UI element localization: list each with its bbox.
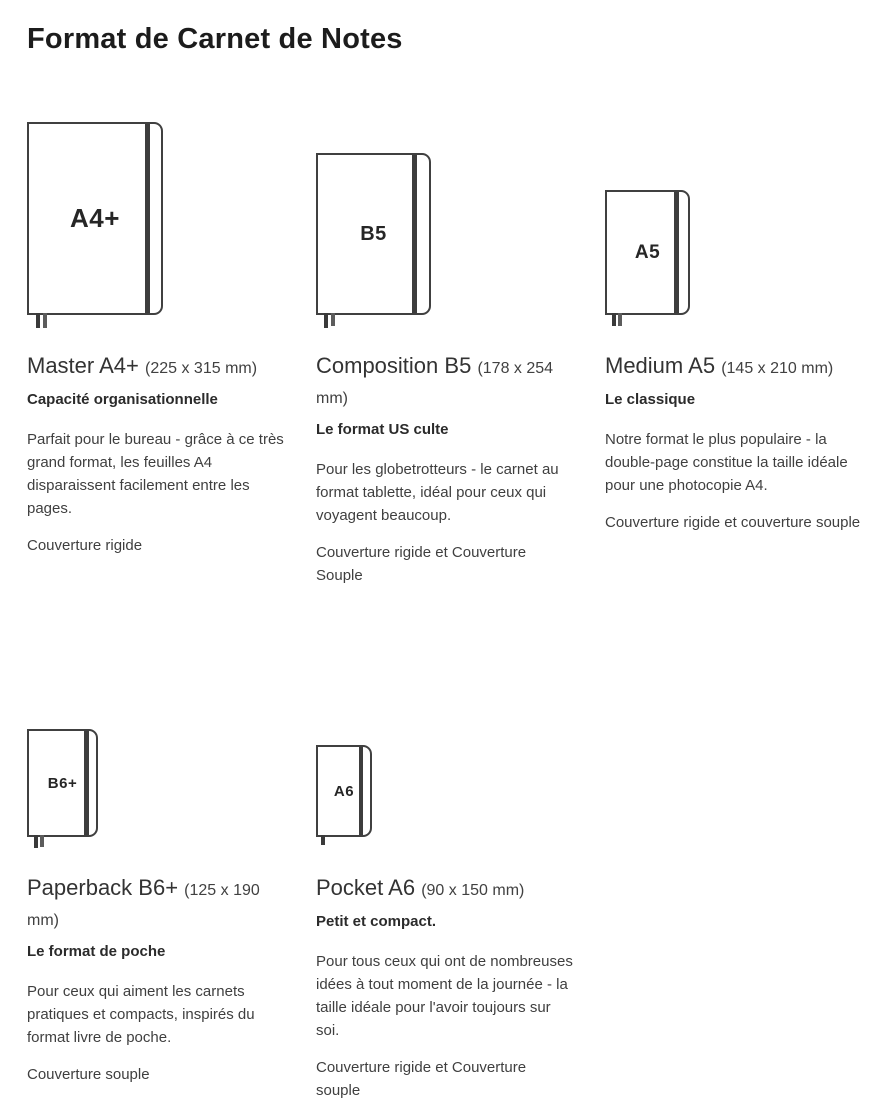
format-title: Medium A5 (605, 353, 716, 378)
format-description: Notre format le plus populaire - la double-page constitue la taille idéale pour une photocopie A4. (605, 431, 848, 494)
format-cover-options: Couverture rigide et Couverture Souple (316, 544, 527, 584)
bookmark-ribbon (40, 835, 44, 847)
format-description: Parfait pour le bureau - grâce à ce très grand format, les feuilles A4 disparaissent facilement entre les pages. (27, 431, 284, 517)
format-cover-options: Couverture rigide et couverture souple (605, 514, 861, 531)
format-card-medium-a5 (605, 108, 863, 587)
format-card-pocket-a6 (316, 720, 574, 1102)
elastic-band (412, 155, 417, 313)
format-subtitle: Le format de poche (27, 943, 166, 960)
format-subtitle: Le classique (605, 391, 696, 408)
format-dimensions: (178 x 254 mm) (316, 360, 554, 407)
elastic-band (145, 124, 150, 313)
notebook-size-label: B6+ (47, 774, 78, 792)
bookmark-ribbon (36, 313, 40, 328)
formats-grid (27, 108, 863, 1102)
format-cover-options: Couverture rigide (27, 537, 143, 554)
bookmark-ribbon (321, 835, 325, 845)
bookmark-ribbon (34, 835, 38, 848)
format-card-master-a4plus (27, 108, 285, 587)
format-name (27, 352, 285, 382)
format-subtitle: Capacité organisationnelle (27, 391, 218, 408)
notebook-image-area (316, 108, 574, 330)
format-subtitle: Le format US culte (316, 421, 449, 438)
notebook-b5-illustration (316, 153, 431, 315)
bookmark-ribbon (331, 313, 335, 326)
notebook-image-area (605, 108, 863, 330)
format-name (316, 352, 574, 412)
format-title: Pocket A6 (316, 875, 416, 900)
format-cover-options: Couverture souple (27, 1066, 150, 1083)
format-name (316, 874, 574, 904)
notebook-size-label: A5 (634, 241, 661, 263)
bookmark-ribbon (612, 313, 616, 326)
notebook-size-label: B5 (360, 222, 387, 245)
format-card-text (27, 874, 285, 1086)
format-name (27, 874, 285, 934)
elastic-band (674, 192, 679, 313)
format-description: Pour ceux qui aiment les carnets pratiques et compacts, inspirés du format livre de poche. (27, 983, 255, 1046)
bookmark-ribbon (618, 313, 622, 326)
format-card-text (316, 352, 574, 587)
format-dimensions: (145 x 210 mm) (721, 360, 834, 377)
elastic-band (84, 731, 89, 835)
notebook-a4plus-illustration (27, 122, 163, 315)
format-subtitle: Petit et compact. (316, 913, 437, 930)
format-title: Composition B5 (316, 353, 472, 378)
format-card-text (316, 874, 574, 1102)
elastic-band (359, 747, 363, 835)
format-card-text (605, 352, 863, 534)
notebook-image-area (316, 720, 574, 852)
page-title: Format de Carnet de Notes (27, 23, 403, 55)
format-title: Paperback B6+ (27, 875, 179, 900)
bookmark-ribbon (43, 313, 47, 328)
notebook-size-label: A6 (333, 782, 355, 800)
format-dimensions: (225 x 315 mm) (145, 360, 258, 377)
notebook-a5-illustration (605, 190, 690, 315)
bookmark-ribbon (324, 313, 328, 328)
notebook-b6plus-illustration (27, 729, 98, 837)
format-card-paperback-b6plus (27, 720, 285, 1102)
format-description: Pour les globetrotteurs - le carnet au format tablette, idéal pour ceux qui voyagent beaucoup. (316, 461, 559, 524)
format-dimensions: (125 x 190 mm) (27, 882, 260, 929)
format-description: Pour tous ceux qui ont de nombreuses idées à tout moment de la journée - la taille idéale pour l'avoir toujours sur soi. (316, 953, 573, 1039)
format-card-composition-b5 (316, 108, 574, 587)
notebook-image-area (27, 108, 285, 330)
notebook-size-label: A4+ (70, 203, 120, 233)
format-dimensions: (90 x 150 mm) (421, 882, 525, 899)
format-name (605, 352, 863, 382)
format-card-text (27, 352, 285, 557)
format-title: Master A4+ (27, 353, 139, 378)
empty-grid-cell (605, 720, 863, 1102)
notebook-image-area (27, 720, 285, 852)
format-cover-options: Couverture rigide et Couverture souple (316, 1059, 527, 1099)
notebook-a6-illustration (316, 745, 372, 837)
